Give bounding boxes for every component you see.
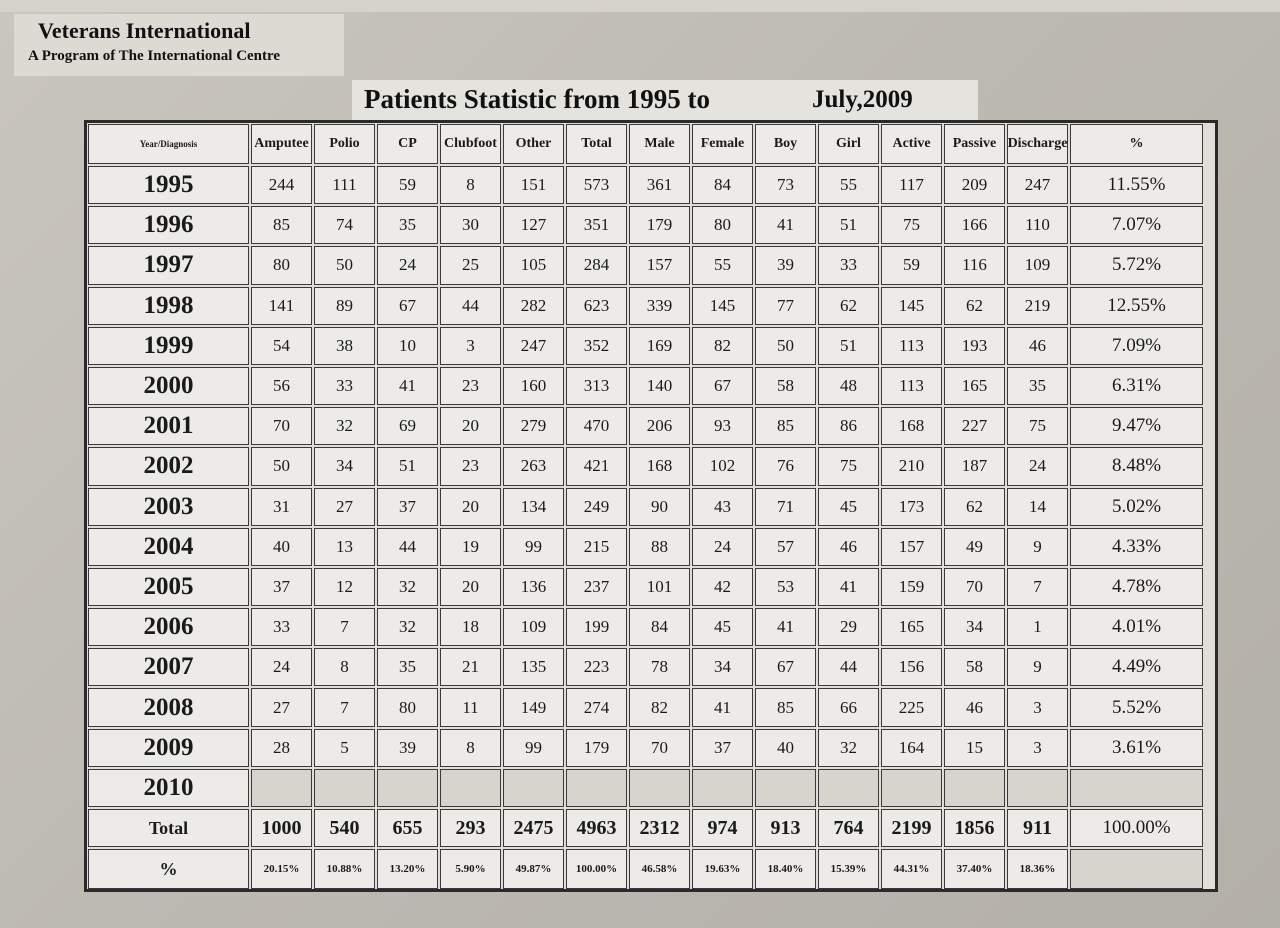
table-cell: 33 [251, 608, 312, 646]
table-cell: 46 [1007, 327, 1068, 365]
table-cell: 32 [314, 407, 375, 445]
table-cell: 40 [251, 528, 312, 566]
row-year: 2002 [88, 447, 249, 485]
table-cell: 10 [377, 327, 438, 365]
table-cell: 62 [944, 488, 1005, 526]
row-percent: 7.09% [1070, 327, 1203, 365]
total-cell: 655 [377, 809, 438, 847]
table-cell: 149 [503, 688, 564, 726]
table-cell: 227 [944, 407, 1005, 445]
row-year: 2010 [88, 769, 249, 807]
table-cell: 169 [629, 327, 690, 365]
total-cell: 4963 [566, 809, 627, 847]
row-year: 1996 [88, 206, 249, 244]
percent-total [1070, 849, 1203, 889]
table-cell: 113 [881, 327, 942, 365]
table-cell: 59 [881, 246, 942, 284]
table-cell: 35 [377, 648, 438, 686]
table-cell: 421 [566, 447, 627, 485]
row-year: 2009 [88, 729, 249, 767]
table-cell: 247 [1007, 166, 1068, 204]
table-cell: 135 [503, 648, 564, 686]
table-cell: 30 [440, 206, 501, 244]
table-cell: 109 [1007, 246, 1068, 284]
table-cell: 75 [1007, 407, 1068, 445]
table-cell: 24 [692, 528, 753, 566]
table-cell: 90 [629, 488, 690, 526]
table-cell: 34 [944, 608, 1005, 646]
table-cell: 187 [944, 447, 1005, 485]
table-cell: 23 [440, 447, 501, 485]
table-cell: 41 [692, 688, 753, 726]
table-cell: 9 [1007, 648, 1068, 686]
table-cell: 164 [881, 729, 942, 767]
table-cell: 75 [818, 447, 879, 485]
table-cell [440, 769, 501, 807]
table-cell: 93 [692, 407, 753, 445]
table-cell: 86 [818, 407, 879, 445]
table-cell: 57 [755, 528, 816, 566]
table-cell: 284 [566, 246, 627, 284]
column-header: Male [629, 124, 690, 164]
percent-cell: 10.88% [314, 849, 375, 889]
table-cell: 361 [629, 166, 690, 204]
statistics-table [87, 123, 1215, 889]
percent-cell: 15.39% [818, 849, 879, 889]
table-cell [944, 769, 1005, 807]
table-cell: 24 [251, 648, 312, 686]
table-cell: 40 [755, 729, 816, 767]
table-cell: 18 [440, 608, 501, 646]
table-cell: 209 [944, 166, 1005, 204]
table-cell: 219 [1007, 287, 1068, 325]
row-year: 2008 [88, 688, 249, 726]
table-cell [251, 769, 312, 807]
row-percent: 7.07% [1070, 206, 1203, 244]
table-cell: 1 [1007, 608, 1068, 646]
table-cell: 117 [881, 166, 942, 204]
table-cell: 151 [503, 166, 564, 204]
column-header: Discharge [1007, 124, 1068, 164]
table-cell: 45 [818, 488, 879, 526]
table-cell: 20 [440, 488, 501, 526]
table-cell: 85 [755, 407, 816, 445]
row-year: 2004 [88, 528, 249, 566]
table-cell: 244 [251, 166, 312, 204]
table-cell: 85 [755, 688, 816, 726]
table-cell: 41 [755, 608, 816, 646]
table-cell: 136 [503, 568, 564, 606]
total-cell: 913 [755, 809, 816, 847]
row-year: 1997 [88, 246, 249, 284]
table-cell: 8 [314, 648, 375, 686]
row-year: 2003 [88, 488, 249, 526]
table-cell: 279 [503, 407, 564, 445]
table-cell: 159 [881, 568, 942, 606]
table-cell: 111 [314, 166, 375, 204]
table-cell: 113 [881, 367, 942, 405]
table-cell: 50 [755, 327, 816, 365]
table-cell: 99 [503, 528, 564, 566]
table-cell: 67 [377, 287, 438, 325]
column-header: Other [503, 124, 564, 164]
table-cell: 48 [818, 367, 879, 405]
table-cell: 51 [818, 206, 879, 244]
total-label: Total [88, 809, 249, 847]
table-cell: 88 [629, 528, 690, 566]
table-cell: 156 [881, 648, 942, 686]
table-cell: 9 [1007, 528, 1068, 566]
table-cell: 5 [314, 729, 375, 767]
table-cell: 70 [251, 407, 312, 445]
column-header: Year/Diagnosis [88, 124, 249, 164]
table-cell: 249 [566, 488, 627, 526]
table-cell: 84 [692, 166, 753, 204]
table-cell: 173 [881, 488, 942, 526]
table-cell: 69 [377, 407, 438, 445]
table-cell: 110 [1007, 206, 1068, 244]
row-percent: 5.72% [1070, 246, 1203, 284]
table-cell [629, 769, 690, 807]
table-cell [755, 769, 816, 807]
table-cell: 145 [881, 287, 942, 325]
table-cell: 7 [314, 688, 375, 726]
table-cell: 67 [692, 367, 753, 405]
row-percent: 4.49% [1070, 648, 1203, 686]
table-cell: 51 [377, 447, 438, 485]
table-cell: 53 [755, 568, 816, 606]
row-year: 2001 [88, 407, 249, 445]
table-cell: 19 [440, 528, 501, 566]
column-header: % [1070, 124, 1203, 164]
table-cell: 247 [503, 327, 564, 365]
table-cell: 39 [377, 729, 438, 767]
title-date: July,2009 [812, 86, 913, 113]
table-cell: 80 [692, 206, 753, 244]
table-cell: 339 [629, 287, 690, 325]
table-cell: 225 [881, 688, 942, 726]
table-cell: 46 [944, 688, 1005, 726]
percent-cell: 44.31% [881, 849, 942, 889]
table-cell: 85 [251, 206, 312, 244]
table-cell: 33 [314, 367, 375, 405]
percent-label: % [88, 849, 249, 889]
table-cell: 32 [818, 729, 879, 767]
table-cell: 165 [881, 608, 942, 646]
percent-cell: 18.40% [755, 849, 816, 889]
table-cell: 58 [755, 367, 816, 405]
column-header: Female [692, 124, 753, 164]
table-cell: 20 [440, 568, 501, 606]
total-percent: 100.00% [1070, 809, 1203, 847]
table-cell: 274 [566, 688, 627, 726]
table-cell [566, 769, 627, 807]
table-cell: 8 [440, 729, 501, 767]
table-cell: 32 [377, 608, 438, 646]
table-cell: 215 [566, 528, 627, 566]
total-cell: 764 [818, 809, 879, 847]
table-cell: 13 [314, 528, 375, 566]
table-cell: 70 [629, 729, 690, 767]
table-cell: 223 [566, 648, 627, 686]
column-header: Girl [818, 124, 879, 164]
statistics-sheet [84, 120, 1218, 892]
board-edge [0, 0, 1280, 12]
percent-cell: 20.15% [251, 849, 312, 889]
table-cell: 70 [944, 568, 1005, 606]
table-cell: 41 [755, 206, 816, 244]
table-cell: 82 [692, 327, 753, 365]
table-cell: 20 [440, 407, 501, 445]
table-cell: 32 [377, 568, 438, 606]
total-cell: 974 [692, 809, 753, 847]
table-cell: 77 [755, 287, 816, 325]
percent-cell: 46.58% [629, 849, 690, 889]
column-header: Amputee [251, 124, 312, 164]
table-cell: 179 [629, 206, 690, 244]
table-cell: 49 [944, 528, 1005, 566]
row-year: 2000 [88, 367, 249, 405]
total-cell: 2312 [629, 809, 690, 847]
percent-cell: 19.63% [692, 849, 753, 889]
table-cell: 62 [818, 287, 879, 325]
table-cell: 140 [629, 367, 690, 405]
table-cell: 160 [503, 367, 564, 405]
percent-cell: 13.20% [377, 849, 438, 889]
table-cell: 74 [314, 206, 375, 244]
row-percent: 4.33% [1070, 528, 1203, 566]
table-cell: 282 [503, 287, 564, 325]
table-cell: 41 [377, 367, 438, 405]
table-cell: 37 [251, 568, 312, 606]
table-cell: 141 [251, 287, 312, 325]
percent-cell: 5.90% [440, 849, 501, 889]
table-cell: 102 [692, 447, 753, 485]
table-cell: 29 [818, 608, 879, 646]
percent-cell: 18.36% [1007, 849, 1068, 889]
table-cell: 127 [503, 206, 564, 244]
table-cell: 31 [251, 488, 312, 526]
table-cell: 573 [566, 166, 627, 204]
table-cell: 89 [314, 287, 375, 325]
total-cell: 293 [440, 809, 501, 847]
total-cell: 1856 [944, 809, 1005, 847]
table-cell: 44 [377, 528, 438, 566]
table-cell: 11 [440, 688, 501, 726]
column-header: Passive [944, 124, 1005, 164]
column-header: Clubfoot [440, 124, 501, 164]
table-cell: 54 [251, 327, 312, 365]
row-percent: 11.55% [1070, 166, 1203, 204]
table-cell: 24 [377, 246, 438, 284]
table-cell [377, 769, 438, 807]
table-cell: 34 [314, 447, 375, 485]
row-percent: 12.55% [1070, 287, 1203, 325]
table-cell: 15 [944, 729, 1005, 767]
row-percent: 5.02% [1070, 488, 1203, 526]
table-cell: 34 [692, 648, 753, 686]
table-cell: 76 [755, 447, 816, 485]
table-cell: 73 [755, 166, 816, 204]
total-cell: 2475 [503, 809, 564, 847]
table-cell: 80 [377, 688, 438, 726]
table-cell: 24 [1007, 447, 1068, 485]
row-year: 1999 [88, 327, 249, 365]
row-percent: 8.48% [1070, 447, 1203, 485]
table-cell: 37 [377, 488, 438, 526]
table-cell: 99 [503, 729, 564, 767]
table-cell: 145 [692, 287, 753, 325]
table-cell: 14 [1007, 488, 1068, 526]
row-year: 2007 [88, 648, 249, 686]
total-cell: 1000 [251, 809, 312, 847]
column-header: Active [881, 124, 942, 164]
table-cell: 46 [818, 528, 879, 566]
row-year: 2006 [88, 608, 249, 646]
table-cell: 237 [566, 568, 627, 606]
row-percent: 6.31% [1070, 367, 1203, 405]
table-cell [692, 769, 753, 807]
table-cell: 7 [1007, 568, 1068, 606]
table-cell: 66 [818, 688, 879, 726]
row-year: 2005 [88, 568, 249, 606]
table-cell: 27 [314, 488, 375, 526]
table-cell: 157 [881, 528, 942, 566]
table-cell: 7 [314, 608, 375, 646]
table-cell: 78 [629, 648, 690, 686]
table-cell: 56 [251, 367, 312, 405]
table-cell: 37 [692, 729, 753, 767]
table-cell: 168 [629, 447, 690, 485]
org-subtitle: A Program of The International Centre [28, 48, 281, 64]
table-cell: 263 [503, 447, 564, 485]
table-cell: 71 [755, 488, 816, 526]
table-cell: 62 [944, 287, 1005, 325]
table-cell: 101 [629, 568, 690, 606]
table-cell: 27 [251, 688, 312, 726]
row-percent: 4.01% [1070, 608, 1203, 646]
header-card [14, 14, 344, 76]
table-cell: 352 [566, 327, 627, 365]
table-cell: 45 [692, 608, 753, 646]
table-cell: 470 [566, 407, 627, 445]
total-cell: 540 [314, 809, 375, 847]
percent-cell: 49.87% [503, 849, 564, 889]
table-cell: 35 [377, 206, 438, 244]
table-cell: 67 [755, 648, 816, 686]
row-year: 1995 [88, 166, 249, 204]
org-name: Veterans International [38, 18, 251, 43]
table-cell [881, 769, 942, 807]
table-cell: 42 [692, 568, 753, 606]
table-cell: 8 [440, 166, 501, 204]
table-cell: 165 [944, 367, 1005, 405]
table-cell [818, 769, 879, 807]
table-cell: 206 [629, 407, 690, 445]
column-header: Polio [314, 124, 375, 164]
percent-cell: 100.00% [566, 849, 627, 889]
table-cell: 157 [629, 246, 690, 284]
table-cell: 12 [314, 568, 375, 606]
table-cell: 3 [1007, 729, 1068, 767]
table-cell: 179 [566, 729, 627, 767]
table-cell: 44 [440, 287, 501, 325]
table-cell: 50 [314, 246, 375, 284]
table-cell [1007, 769, 1068, 807]
table-cell: 313 [566, 367, 627, 405]
table-cell: 35 [1007, 367, 1068, 405]
row-percent: 3.61% [1070, 729, 1203, 767]
table-cell: 105 [503, 246, 564, 284]
table-cell: 23 [440, 367, 501, 405]
page-title: Patients Statistic from 1995 to [364, 84, 710, 114]
table-cell: 3 [440, 327, 501, 365]
table-cell [314, 769, 375, 807]
table-cell: 351 [566, 206, 627, 244]
table-cell: 55 [692, 246, 753, 284]
row-year: 1998 [88, 287, 249, 325]
total-cell: 911 [1007, 809, 1068, 847]
table-cell: 193 [944, 327, 1005, 365]
table-cell: 134 [503, 488, 564, 526]
table-cell: 168 [881, 407, 942, 445]
column-header: Boy [755, 124, 816, 164]
table-cell: 58 [944, 648, 1005, 686]
table-cell: 55 [818, 166, 879, 204]
table-cell: 28 [251, 729, 312, 767]
table-cell: 33 [818, 246, 879, 284]
table-cell: 44 [818, 648, 879, 686]
table-cell: 41 [818, 568, 879, 606]
total-cell: 2199 [881, 809, 942, 847]
table-cell: 82 [629, 688, 690, 726]
table-cell: 210 [881, 447, 942, 485]
table-cell: 80 [251, 246, 312, 284]
table-cell: 166 [944, 206, 1005, 244]
table-cell: 84 [629, 608, 690, 646]
table-cell: 51 [818, 327, 879, 365]
table-cell: 109 [503, 608, 564, 646]
title-card [352, 80, 978, 120]
column-header: CP [377, 124, 438, 164]
row-percent: 4.78% [1070, 568, 1203, 606]
table-cell: 116 [944, 246, 1005, 284]
percent-cell: 37.40% [944, 849, 1005, 889]
table-cell: 623 [566, 287, 627, 325]
table-cell: 38 [314, 327, 375, 365]
table-cell: 50 [251, 447, 312, 485]
column-header: Total [566, 124, 627, 164]
table-cell: 3 [1007, 688, 1068, 726]
table-cell: 43 [692, 488, 753, 526]
table-cell: 199 [566, 608, 627, 646]
table-cell: 75 [881, 206, 942, 244]
row-percent: 9.47% [1070, 407, 1203, 445]
row-percent [1070, 769, 1203, 807]
table-cell: 39 [755, 246, 816, 284]
table-cell: 21 [440, 648, 501, 686]
table-cell: 59 [377, 166, 438, 204]
table-cell [503, 769, 564, 807]
table-cell: 25 [440, 246, 501, 284]
row-percent: 5.52% [1070, 688, 1203, 726]
